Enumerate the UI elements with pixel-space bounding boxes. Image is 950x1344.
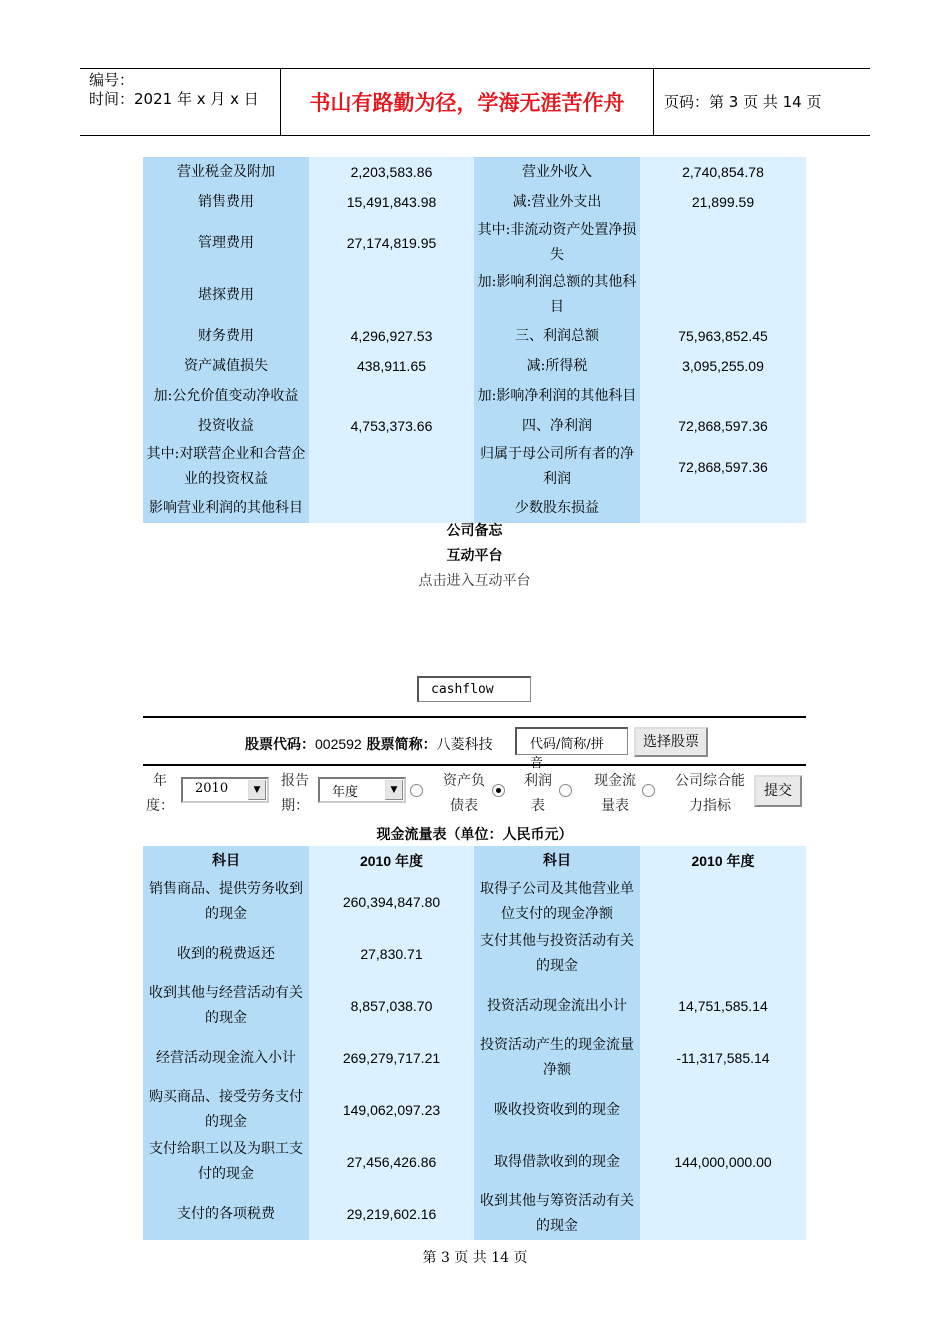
table-header-row <box>143 846 806 876</box>
report-type-label: 公司综合能力指标 <box>675 773 745 814</box>
item-label-cell: 减:营业外支出 <box>474 187 640 217</box>
item-label-cell: 取得借款收到的现金 <box>474 1136 640 1188</box>
item-value-cell: 3,095,255.09 <box>640 351 806 381</box>
period-label: 报告期： <box>281 773 309 814</box>
item-value-cell: 8,857,038.70 <box>309 980 474 1032</box>
item-label-cell: 加:公允价值变动净收益 <box>143 381 309 411</box>
cashflow-table <box>143 846 806 1240</box>
item-value-cell: 14,751,585.14 <box>640 980 806 1032</box>
column-header: 科目 <box>143 846 309 876</box>
cashflow-title: 现金流量表（单位：人民币元） <box>376 827 573 843</box>
item-label-cell: 支付的各项税费 <box>143 1188 309 1240</box>
header-motto: 书山有路勤为径，学海无涯苦作舟 <box>281 69 654 136</box>
select-stock-button[interactable]: 选择股票 <box>634 727 708 757</box>
item-value-cell <box>640 493 806 523</box>
item-value-cell: 260,394,847.80 <box>309 876 474 928</box>
table-row <box>143 928 806 980</box>
item-label-cell: 营业税金及附加 <box>143 157 309 187</box>
item-label-cell: 收到其他与筹资活动有关的现金 <box>474 1188 640 1240</box>
report-type-input[interactable]: cashflow <box>417 676 531 702</box>
item-label-cell: 其中:对联营企业和合营企业的投资权益 <box>143 441 309 493</box>
year-select-value: 2010 <box>195 781 229 796</box>
table-row <box>143 876 806 928</box>
item-value-cell: 27,456,426.86 <box>309 1136 474 1188</box>
item-label-cell: 取得子公司及其他营业单位支付的现金净额 <box>474 876 640 928</box>
interactive-platform-heading: 互动平台 <box>446 548 503 564</box>
item-label-cell: 少数股东损益 <box>474 493 640 523</box>
item-value-cell: 2,203,583.86 <box>309 157 474 187</box>
period-select[interactable] <box>318 777 406 803</box>
interactive-platform-link[interactable]: 点击进入互动平台 <box>418 573 531 589</box>
stock-code-label: 股票代码： <box>245 737 315 753</box>
table-row <box>143 269 806 321</box>
number-label: 编号： <box>89 71 135 89</box>
item-label-cell: 财务费用 <box>143 321 309 351</box>
item-label-cell: 销售费用 <box>143 187 309 217</box>
item-value-cell: 4,296,927.53 <box>309 321 474 351</box>
chevron-down-icon: ▼ <box>248 780 266 800</box>
header-page-info: 页码：第 3 页 共 14 页 <box>664 93 822 111</box>
report-type-radio[interactable] <box>492 784 505 797</box>
stock-name: 八菱科技 <box>436 737 493 753</box>
report-type-label: 资产负债表 <box>443 773 485 814</box>
item-value-cell <box>640 1188 806 1240</box>
item-value-cell <box>309 269 474 321</box>
table-row <box>143 411 806 441</box>
table-row <box>143 1188 806 1240</box>
item-value-cell <box>640 269 806 321</box>
item-label-cell: 收到其他与经营活动有关的现金 <box>143 980 309 1032</box>
item-label-cell: 四、净利润 <box>474 411 640 441</box>
item-value-cell: 144,000,000.00 <box>640 1136 806 1188</box>
item-value-cell <box>309 493 474 523</box>
table-row <box>143 321 806 351</box>
header-meta <box>80 69 281 136</box>
column-header: 科目 <box>474 846 640 876</box>
item-label-cell: 其中:非流动资产处置净损失 <box>474 217 640 269</box>
report-type-radio[interactable] <box>642 784 655 797</box>
item-value-cell: 4,753,373.66 <box>309 411 474 441</box>
table-row <box>143 493 806 523</box>
item-label-cell: 三、利润总额 <box>474 321 640 351</box>
item-value-cell: 72,868,597.36 <box>640 411 806 441</box>
stock-search-input[interactable]: 代码/简称/拼 <box>515 727 628 755</box>
report-type-radio[interactable] <box>559 784 572 797</box>
item-label-cell: 归属于母公司所有者的净利润 <box>474 441 640 493</box>
divider-bottom <box>143 764 806 766</box>
item-label-cell: 资产减值损失 <box>143 351 309 381</box>
submit-button[interactable]: 提交 <box>754 775 802 807</box>
item-label-cell: 购买商品、接受劳务支付的现金 <box>143 1084 309 1136</box>
table-row <box>143 441 806 493</box>
item-value-cell: 21,899.59 <box>640 187 806 217</box>
item-label-cell: 支付给职工以及为职工支付的现金 <box>143 1136 309 1188</box>
item-label-cell: 吸收投资收到的现金 <box>474 1084 640 1136</box>
item-label-cell: 管理费用 <box>143 217 309 269</box>
item-value-cell: 29,219,602.16 <box>309 1188 474 1240</box>
stock-code: 002592 <box>315 736 362 752</box>
item-label-cell: 投资活动现金流出小计 <box>474 980 640 1032</box>
item-label-cell: 投资收益 <box>143 411 309 441</box>
table-row <box>143 980 806 1032</box>
income-statement-table <box>143 157 806 523</box>
item-label-cell: 收到的税费返还 <box>143 928 309 980</box>
table-row <box>143 1032 806 1084</box>
item-label-cell: 堪探费用 <box>143 269 309 321</box>
item-label-cell: 影响营业利润的其他科目 <box>143 493 309 523</box>
time-label: 时间：2021 年 x 月 x 日 <box>89 90 259 108</box>
item-label-cell: 营业外收入 <box>474 157 640 187</box>
item-label-cell: 投资活动产生的现金流量净额 <box>474 1032 640 1084</box>
company-memo-heading: 公司备忘 <box>446 523 503 539</box>
item-label-cell: 销售商品、提供劳务收到的现金 <box>143 876 309 928</box>
table-row <box>143 1084 806 1136</box>
year-select[interactable] <box>181 777 269 803</box>
item-value-cell: 15,491,843.98 <box>309 187 474 217</box>
table-row <box>143 157 806 187</box>
item-value-cell: 72,868,597.36 <box>640 441 806 493</box>
column-header: 2010 年度 <box>309 846 474 876</box>
item-value-cell: 149,062,097.23 <box>309 1084 474 1136</box>
item-label-cell: 经营活动现金流入小计 <box>143 1032 309 1084</box>
item-value-cell: 2,740,854.78 <box>640 157 806 187</box>
item-value-cell: 438,911.65 <box>309 351 474 381</box>
column-header: 2010 年度 <box>640 846 806 876</box>
page-header <box>80 68 870 136</box>
item-value-cell <box>640 217 806 269</box>
item-label-cell: 加:影响利润总额的其他科目 <box>474 269 640 321</box>
chevron-down-icon: ▼ <box>385 780 403 800</box>
item-value-cell <box>640 381 806 411</box>
item-label-cell: 减:所得税 <box>474 351 640 381</box>
period-select-value: 年度 <box>332 785 359 800</box>
item-value-cell: 269,279,717.21 <box>309 1032 474 1084</box>
page-footer: 第 3 页 共 14 页 <box>422 1250 528 1266</box>
item-value-cell <box>309 441 474 493</box>
table-row <box>143 351 806 381</box>
item-value-cell: -11,317,585.14 <box>640 1032 806 1084</box>
table-row <box>143 381 806 411</box>
stock-info <box>245 734 493 754</box>
table-row <box>143 187 806 217</box>
item-value-cell <box>309 381 474 411</box>
divider-top <box>143 716 806 718</box>
report-type-label: 现金流量表 <box>594 773 636 814</box>
item-label-cell: 支付其他与投资活动有关的现金 <box>474 928 640 980</box>
report-type-label: 利润表 <box>524 773 552 814</box>
item-value-cell <box>640 928 806 980</box>
item-value-cell: 27,174,819.95 <box>309 217 474 269</box>
item-value-cell: 75,963,852.45 <box>640 321 806 351</box>
table-row <box>143 217 806 269</box>
item-value-cell <box>640 876 806 928</box>
table-row <box>143 1136 806 1188</box>
item-value-cell <box>640 1084 806 1136</box>
report-type-radio[interactable] <box>410 784 423 797</box>
item-value-cell: 27,830.71 <box>309 928 474 980</box>
item-label-cell: 加:影响净利润的其他科目 <box>474 381 640 411</box>
year-label: 年度： <box>146 773 174 814</box>
stock-name-label: 股票简称： <box>361 737 437 753</box>
